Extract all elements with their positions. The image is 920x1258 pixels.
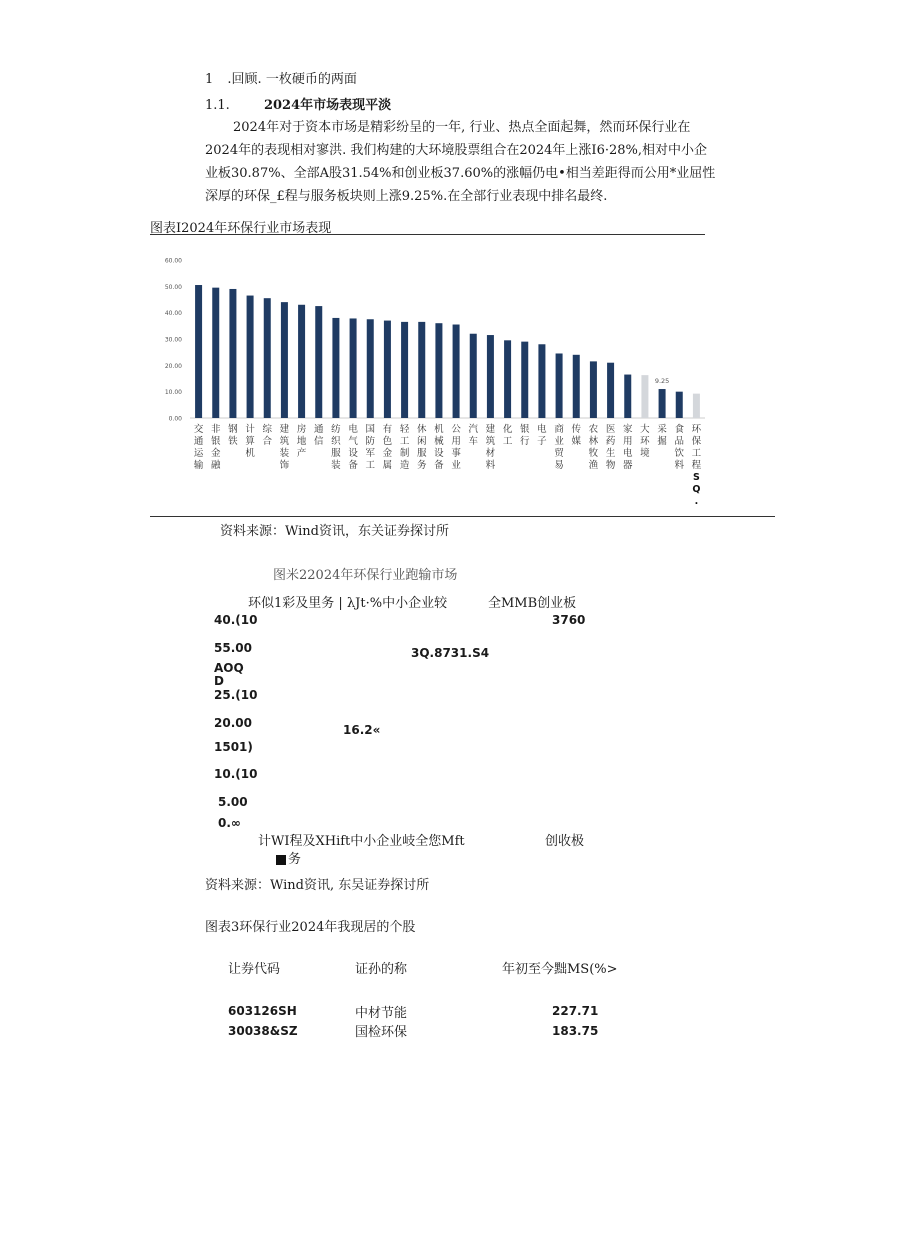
x-tick-label: 采 bbox=[657, 424, 667, 435]
section-heading bbox=[205, 68, 357, 87]
table-row-name: 国检环保 bbox=[355, 1025, 408, 1040]
x-tick-label: 传 bbox=[571, 424, 582, 435]
figure2-ytick: 5.00 bbox=[218, 795, 248, 809]
table-header-name: 证孙的称 bbox=[355, 962, 408, 977]
subsection-number: 1.1. bbox=[205, 98, 230, 113]
bar bbox=[470, 334, 477, 418]
x-tick-label: 制 bbox=[399, 448, 410, 459]
x-tick-label: 非 bbox=[210, 424, 221, 435]
bar bbox=[487, 335, 494, 418]
section-heading-number: 1 bbox=[205, 72, 214, 87]
x-tick-label: 国 bbox=[365, 424, 376, 435]
bar bbox=[573, 355, 580, 418]
x-tick-label: 筑 bbox=[279, 436, 290, 447]
x-tick-label: 通 bbox=[193, 436, 204, 447]
x-tick-label: 生 bbox=[605, 448, 616, 459]
x-tick-label: 机 bbox=[245, 448, 255, 459]
x-tick-label: 公 bbox=[451, 424, 461, 435]
x-tick-label: 合 bbox=[262, 436, 273, 447]
x-tick-label: 器 bbox=[622, 460, 633, 471]
x-tick-label: 防 bbox=[365, 436, 376, 447]
x-tick-label: 属 bbox=[382, 460, 393, 471]
x-tick-label: 环 bbox=[691, 424, 702, 435]
x-tick-label: 饮 bbox=[674, 448, 685, 459]
x-tick-label: 料 bbox=[485, 460, 496, 471]
x-tick-label: 闲 bbox=[416, 436, 427, 447]
y-tick-label: 50.00 bbox=[164, 283, 182, 291]
x-tick-label: 电 bbox=[537, 424, 547, 435]
x-tick-label: 用 bbox=[622, 436, 633, 447]
x-tick-label: 筑 bbox=[485, 436, 496, 447]
y-tick-label: 20.00 bbox=[164, 362, 182, 370]
x-tick-label: 军 bbox=[365, 448, 376, 459]
x-tick-label: 贸 bbox=[554, 448, 564, 459]
paragraph-line-3: 业板30.87%、全部A股31.54%和创业板37.60%的涨幅仍电•相当差距得而公用*业屈性 bbox=[205, 166, 716, 181]
bar bbox=[315, 306, 322, 418]
x-tick-label: 地 bbox=[296, 436, 307, 447]
x-tick-label: 机 bbox=[434, 424, 444, 435]
x-tick-label: 纺 bbox=[331, 424, 341, 435]
x-tick-label: 农 bbox=[588, 424, 599, 435]
bar bbox=[350, 318, 357, 418]
x-tick-label: 融 bbox=[210, 460, 221, 471]
x-tick-label: 境 bbox=[640, 448, 650, 459]
y-tick-label: 10.00 bbox=[164, 389, 182, 397]
x-tick-label: 汽 bbox=[468, 424, 479, 435]
x-tick-label: 装 bbox=[331, 460, 341, 471]
bar bbox=[693, 394, 700, 418]
x-tick-label: 掘 bbox=[657, 436, 667, 447]
figure2-value-label: 16.2« bbox=[343, 723, 381, 737]
x-tick-label: 有 bbox=[382, 424, 393, 435]
x-tick-label: 设 bbox=[348, 448, 358, 459]
bar bbox=[195, 285, 202, 418]
x-tick-label: 建 bbox=[485, 424, 496, 435]
x-tick-label: 休 bbox=[416, 424, 427, 435]
table-caption: 图表3环保行业2024年我现居的个股 bbox=[205, 920, 416, 935]
x-tick-label: 物 bbox=[605, 460, 616, 471]
figure2-ytick: 20.00 bbox=[214, 716, 252, 730]
x-tick-label: Q bbox=[692, 484, 701, 495]
x-tick-label: 气 bbox=[348, 436, 358, 447]
x-tick-label: 算 bbox=[245, 436, 255, 447]
x-tick-label: 环 bbox=[640, 436, 650, 447]
bar bbox=[332, 318, 339, 418]
x-tick-label: 通 bbox=[313, 424, 324, 435]
table-header-return: 年初至今黜MS(%> bbox=[502, 962, 618, 977]
legend-square-icon bbox=[276, 855, 286, 865]
figure2-value-label: 3Q.8731.S4 bbox=[411, 646, 490, 660]
x-tick-label: 商 bbox=[554, 424, 564, 435]
bar bbox=[384, 321, 391, 418]
bar bbox=[281, 302, 288, 418]
y-tick-label: 60.00 bbox=[164, 257, 182, 265]
x-tick-label: 食 bbox=[674, 424, 685, 435]
x-tick-label: 金 bbox=[382, 448, 393, 459]
x-tick-label: 装 bbox=[279, 448, 290, 459]
figure2-source: 资料来源：Wind资讯, 东吴证券探讨所 bbox=[205, 878, 430, 893]
bar bbox=[590, 361, 597, 418]
paragraph-line-1: 2024年对于资本市场是精彩纷呈的一年, 行业、热点全面起舞，然而环保行业在 bbox=[233, 120, 691, 135]
x-tick-label: 金 bbox=[210, 448, 221, 459]
x-tick-label: 医 bbox=[605, 424, 616, 435]
figure2-xlabel-left: 计WI程及XHift中小企业岐全您Mft bbox=[258, 834, 465, 849]
x-tick-label: 电 bbox=[622, 448, 633, 459]
x-tick-label: 色 bbox=[382, 436, 393, 447]
bar bbox=[229, 289, 236, 418]
x-tick-label: 行 bbox=[519, 436, 530, 447]
x-tick-label: 输 bbox=[193, 460, 204, 471]
subsection-heading bbox=[205, 94, 391, 113]
x-tick-label: 保 bbox=[691, 436, 702, 447]
bar bbox=[212, 288, 219, 418]
y-tick-label: 0.00 bbox=[168, 415, 182, 423]
x-tick-label: 备 bbox=[348, 460, 358, 471]
figure2-ytick: 10.(10 bbox=[214, 767, 258, 781]
table-row-name: 中材节能 bbox=[355, 1006, 408, 1021]
x-tick-label: 子 bbox=[537, 436, 547, 447]
x-tick-label: 电 bbox=[348, 424, 358, 435]
bar bbox=[607, 363, 614, 418]
figure2-value-label: 3760 bbox=[552, 613, 586, 627]
figure1-bar-chart bbox=[150, 248, 730, 513]
figure1-top-rule bbox=[150, 234, 705, 235]
data-label: 9.25 bbox=[654, 377, 670, 386]
x-tick-label: 交 bbox=[193, 424, 204, 435]
x-tick-label: 程 bbox=[691, 460, 702, 471]
bar bbox=[659, 389, 666, 418]
bar bbox=[624, 375, 631, 418]
table-row-value: 183.75 bbox=[552, 1024, 599, 1038]
figure2-xlabel-left-2: 务 bbox=[276, 848, 301, 867]
x-tick-label: 药 bbox=[605, 436, 616, 447]
figure2-legend-right: 全MMB创业板 bbox=[488, 596, 577, 611]
x-tick-label: 林 bbox=[588, 436, 599, 447]
table-row-code: 603126SH bbox=[228, 1004, 297, 1018]
x-tick-label: 用 bbox=[451, 436, 461, 447]
table-header-code: 让券代码 bbox=[228, 962, 281, 977]
x-tick-label: S bbox=[692, 472, 700, 483]
x-tick-label: 产 bbox=[296, 448, 307, 459]
bar bbox=[538, 344, 545, 418]
x-tick-label: 银 bbox=[519, 424, 530, 435]
table-row-code: 30038&SZ bbox=[228, 1024, 298, 1038]
x-tick-label: 计 bbox=[245, 424, 255, 435]
x-tick-label: 服 bbox=[416, 448, 427, 459]
y-tick-label: 40.00 bbox=[164, 310, 182, 318]
x-tick-label: 钢 bbox=[228, 424, 238, 435]
x-tick-label: 车 bbox=[468, 436, 479, 447]
x-tick-label: 工 bbox=[365, 460, 376, 471]
figure2-ytick: 55.00 bbox=[214, 641, 252, 655]
figure1-source: 资料来源：Wind资讯，东关证券探讨所 bbox=[220, 524, 449, 539]
bar bbox=[367, 319, 374, 418]
bar bbox=[521, 342, 528, 418]
body-paragraph bbox=[205, 116, 715, 208]
x-tick-label: 轻 bbox=[399, 424, 410, 435]
x-tick-label: 信 bbox=[313, 436, 324, 447]
x-tick-label: 饰 bbox=[279, 460, 290, 471]
x-tick-label: 服 bbox=[331, 448, 341, 459]
x-tick-label: 事 bbox=[451, 448, 461, 459]
x-tick-label: 运 bbox=[193, 448, 204, 459]
figure2-legend bbox=[248, 592, 447, 611]
bar bbox=[504, 340, 511, 418]
figure2-ytick: 1501) bbox=[214, 740, 253, 754]
figure2-ytick: 40.(10 bbox=[214, 613, 258, 627]
x-tick-label: 铁 bbox=[228, 436, 238, 447]
x-tick-label: 料 bbox=[674, 460, 685, 471]
bar bbox=[418, 322, 425, 418]
x-tick-label: 织 bbox=[331, 436, 341, 447]
bar bbox=[641, 375, 648, 418]
subsection-text: 2024年市场表现平淡 bbox=[263, 98, 392, 113]
bar bbox=[298, 305, 305, 418]
bar bbox=[676, 392, 683, 418]
x-tick-label: 工 bbox=[399, 436, 410, 447]
bar bbox=[264, 298, 271, 418]
x-tick-label: 家 bbox=[622, 424, 633, 435]
x-tick-label: 房 bbox=[296, 424, 307, 435]
x-tick-label: 建 bbox=[279, 424, 290, 435]
figure1-caption: 图表I2024年环保行业市场表现 bbox=[150, 221, 332, 236]
x-tick-label: 工 bbox=[691, 448, 702, 459]
x-tick-label: . bbox=[694, 496, 699, 507]
x-tick-label: 大 bbox=[640, 424, 650, 435]
x-tick-label: 品 bbox=[674, 436, 685, 447]
y-tick-label: 30.00 bbox=[164, 336, 182, 344]
bar bbox=[247, 296, 254, 418]
paragraph-line-2: 2024年的表现相对寥洪. 我们构建的大环境股票组合在2024年上涨I6·28%,相对中小企 bbox=[205, 143, 707, 158]
bar bbox=[401, 322, 408, 418]
section-heading-text: .回顾. 一枚硬币的两面 bbox=[227, 72, 357, 87]
x-tick-label: 工 bbox=[502, 436, 513, 447]
x-tick-label: 化 bbox=[502, 424, 513, 435]
figure2-ytick: D bbox=[214, 674, 224, 688]
x-tick-label: 械 bbox=[434, 436, 444, 447]
figure2-ytick: 0.∞ bbox=[218, 816, 241, 830]
bar bbox=[435, 323, 442, 418]
table-row-value: 227.71 bbox=[552, 1004, 599, 1018]
x-tick-label: 材 bbox=[485, 448, 496, 459]
x-tick-label: 业 bbox=[451, 460, 461, 471]
figure2-xlabel-right: 创收极 bbox=[545, 834, 585, 849]
x-tick-label: 牧 bbox=[588, 448, 599, 459]
x-tick-label: 业 bbox=[554, 436, 564, 447]
figure2-caption: 图米22024年环保行业跑输市场 bbox=[273, 568, 458, 583]
figure2-legend-left: 环似1彩及里务 | λJt·%中小企业较 bbox=[248, 596, 448, 611]
figure1-bottom-rule bbox=[150, 516, 775, 517]
x-tick-label: 设 bbox=[434, 448, 444, 459]
x-tick-label: 综 bbox=[262, 424, 273, 435]
x-tick-label: 银 bbox=[210, 436, 221, 447]
bar bbox=[556, 353, 563, 418]
x-tick-label: 媒 bbox=[571, 436, 582, 447]
x-tick-label: 务 bbox=[416, 460, 427, 471]
figure2-ytick: AOQ bbox=[214, 661, 244, 675]
figure2-ytick: 25.(10 bbox=[214, 688, 258, 702]
x-tick-label: 渔 bbox=[588, 460, 599, 471]
x-tick-label: 易 bbox=[554, 460, 564, 471]
bar bbox=[453, 325, 460, 418]
paragraph-line-4: 深厚的环保_£程与服务板块则上涨9.25%.在全部行业表现中排名最终. bbox=[205, 189, 608, 204]
x-tick-label: 备 bbox=[434, 460, 444, 471]
x-tick-label: 造 bbox=[399, 460, 410, 471]
